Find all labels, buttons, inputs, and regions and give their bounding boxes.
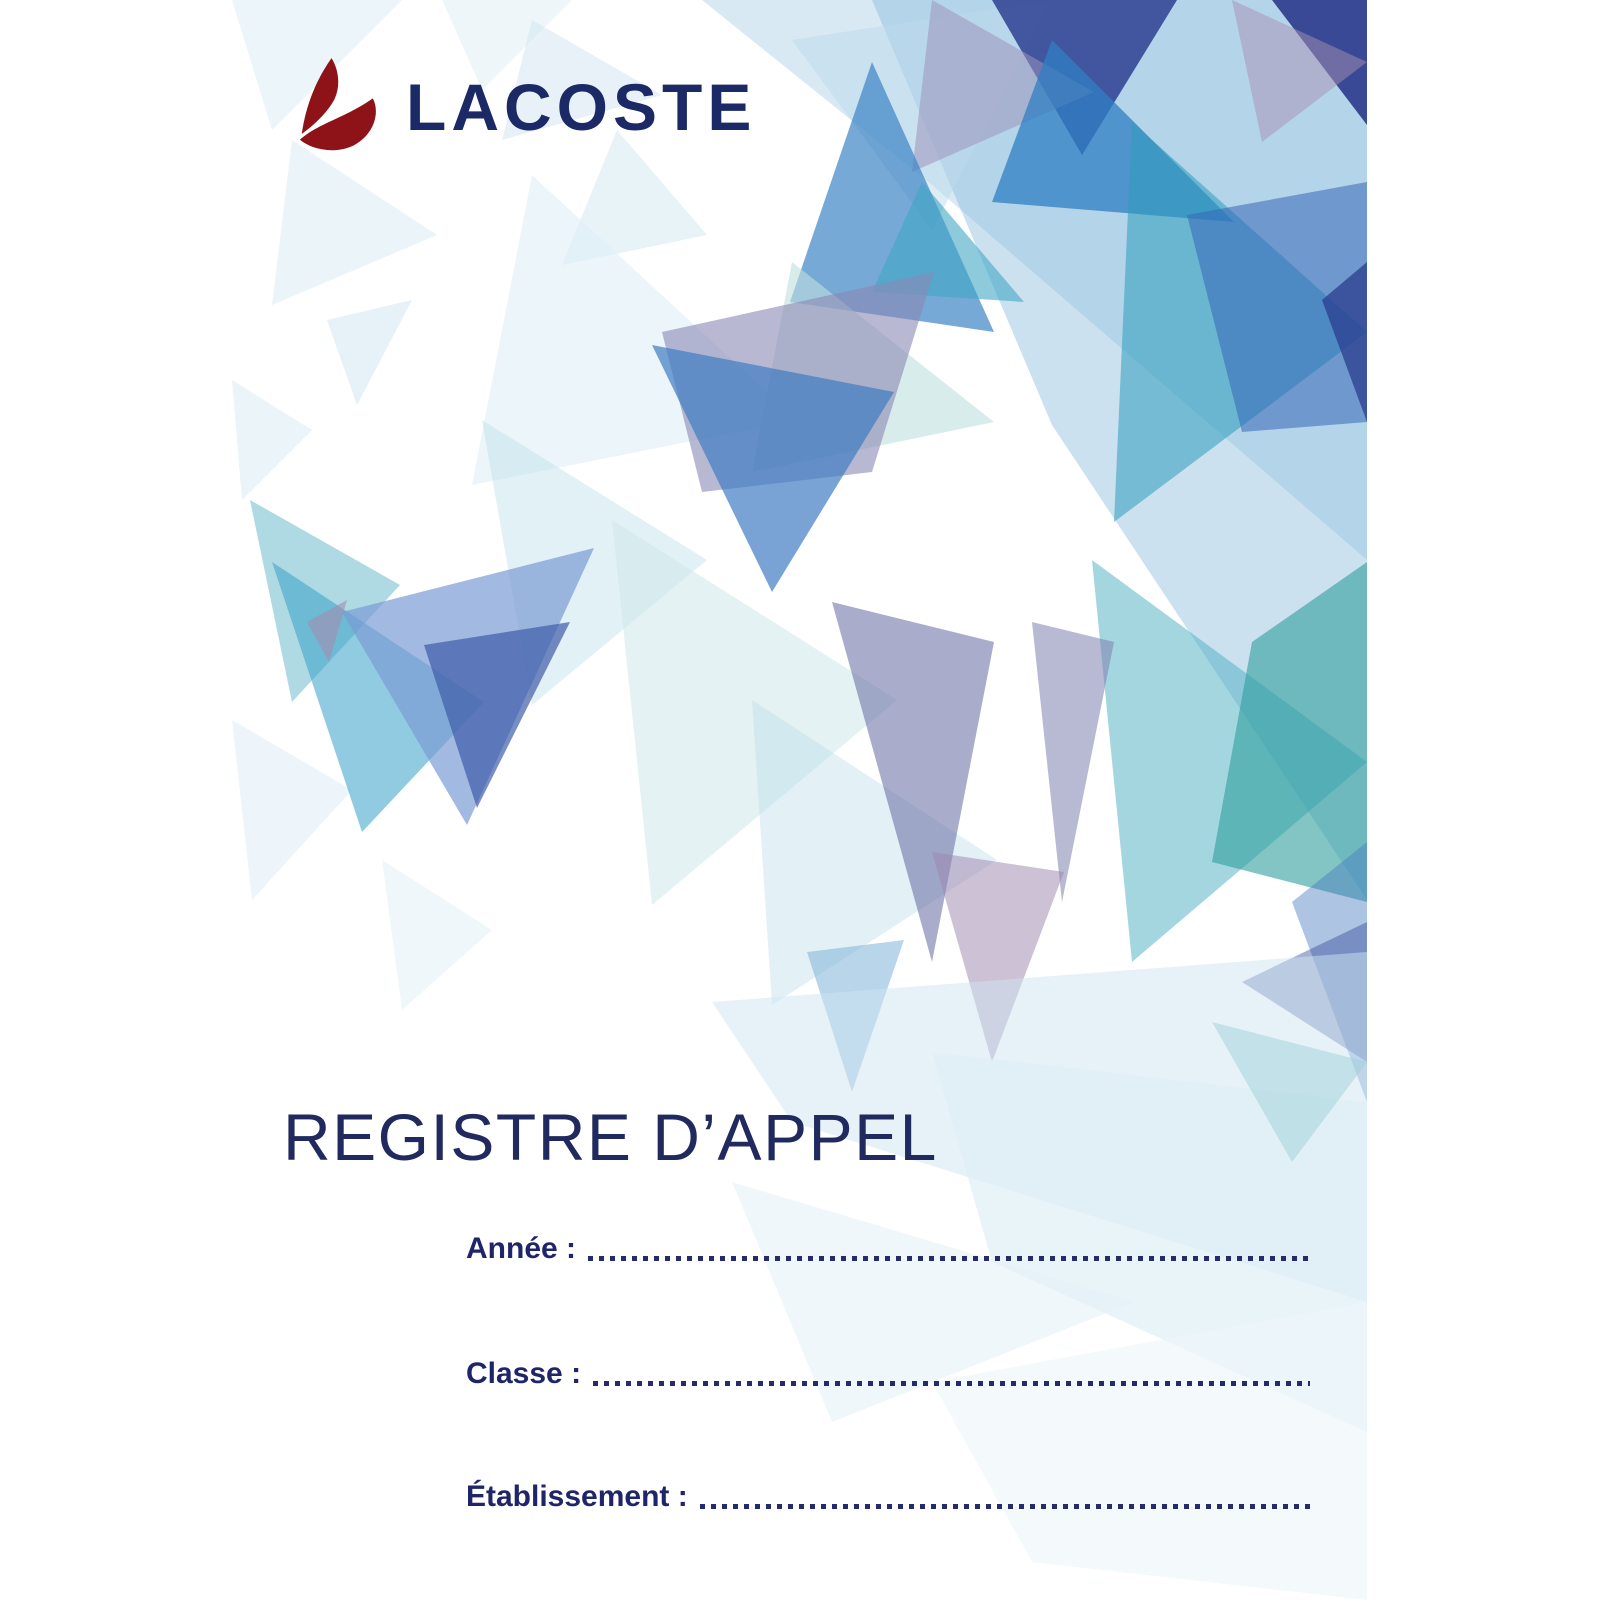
annee-label: Année : [466, 1232, 577, 1265]
field-etablissement [466, 1480, 1310, 1515]
field-annee [466, 1232, 1310, 1267]
classe-label: Classe : [466, 1357, 582, 1390]
cover-sheet [232, 0, 1367, 1600]
classe-input-line[interactable] [593, 1381, 1310, 1386]
annee-input-line[interactable] [588, 1256, 1310, 1261]
etablissement-input-line[interactable] [700, 1504, 1310, 1509]
brand-logo [296, 52, 756, 164]
brand-wordmark: LACOSTE [406, 70, 757, 144]
sail-icon [296, 52, 392, 164]
etablissement-label: Établissement : [466, 1480, 688, 1513]
page-title: REGISTRE D’APPEL [283, 1100, 938, 1174]
field-classe [466, 1357, 1310, 1392]
